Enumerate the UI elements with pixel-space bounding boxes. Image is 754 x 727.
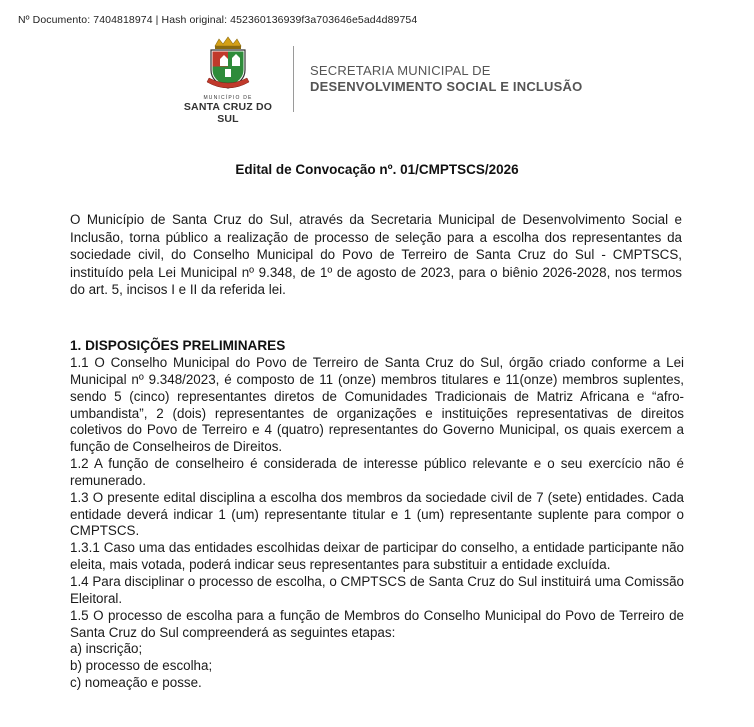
paragraph-1-5: 1.5 O processo de escolha para a função de Membros do Conselho Municipal do Povo de Terreiro de Santa Cruz do Sul compreenderá as seguintes etapas: [70,607,684,640]
list-item-a: a) inscrição; [70,641,143,657]
section-title: 1. DISPOSIÇÕES PRELIMINARES [70,338,286,353]
document-meta: Nº Documento: 7404818974 | Hash original: 452360136939f3a703646e5ad4d89754 [18,14,418,26]
section-body [70,355,684,692]
municipality-name: SANTA CRUZ DO SUL [183,101,273,125]
list-item-c: c) nomeação e posse. [70,675,202,691]
paragraph-1-2: 1.2 A função de conselheiro é considerada de interesse público relevante e o seu exercício não é remunerado. [70,456,684,488]
paragraph-1-3-1: 1.3.1 Caso uma das entidades escolhidas deixar de participar do conselho, a entidade participante não eleita, mais votada, poderá indicar seus representantes para substituir a entidade excluída. [70,540,684,573]
letterhead [175,36,595,125]
paragraph-1-4: 1.4 Para disciplinar o processo de escolha, o CMPTSCS de Santa Cruz do Sul instituirá uma Comissão Eleitoral. [70,573,684,606]
secretariat-line-2: DESENVOLVIMENTO SOCIAL E INCLUSÃO [310,79,583,94]
municipal-crest-icon [205,36,251,94]
paragraph-1-1: 1.1 O Conselho Municipal do Povo de Terreiro de Santa Cruz do Sul, órgão criado conforme a Lei Municipal nº 9.348/2023, é composto de 11 (onze) membros titulares e 11(onze) membros suplentes, sendo 5 (cinco) representantes diretos de Comunidades Tradicionais de Matriz Africana e “afro-umbandista”, 2 (dois) representantes de organizações e instituições representativas de direitos coletivos do Povo de Terreiro e 4 (quatro) representantes do Governo Municipal, os quais exercem a função de Conselheiros de Direitos. [70,355,684,455]
header-divider [293,46,294,112]
secretariat-line-1: SECRETARIA MUNICIPAL DE [310,63,491,78]
document-title: Edital de Convocação nº. 01/CMPTSCS/2026 [235,162,519,177]
paragraph-1-3: 1.3 O presente edital disciplina a escolha dos membros da sociedade civil de 7 (sete) entidades. Cada entidade deverá indicar 1 (um) representante titular e 1 (um) representante suplente para compor o CMPTSCS. [70,489,684,539]
intro-paragraph: O Município de Santa Cruz do Sul, através da Secretaria Municipal de Desenvolvimento Social e Inclusão, torna público a realização de processo de seleção para a escolha dos representantes da sociedade civil, do Conselho Municipal do Povo de Terreiro de Santa Cruz do Sul - CMPTSCS, instituído pela Lei Municipal nº 9.348, de 1º de agosto de 2023, para o biênio 2026-2028, nos termos do art. 5, incisos I e II da referida lei. [70,212,682,297]
list-item-b: b) processo de escolha; [70,658,213,674]
municipality-prefix: MUNICÍPIO DE [203,95,253,101]
